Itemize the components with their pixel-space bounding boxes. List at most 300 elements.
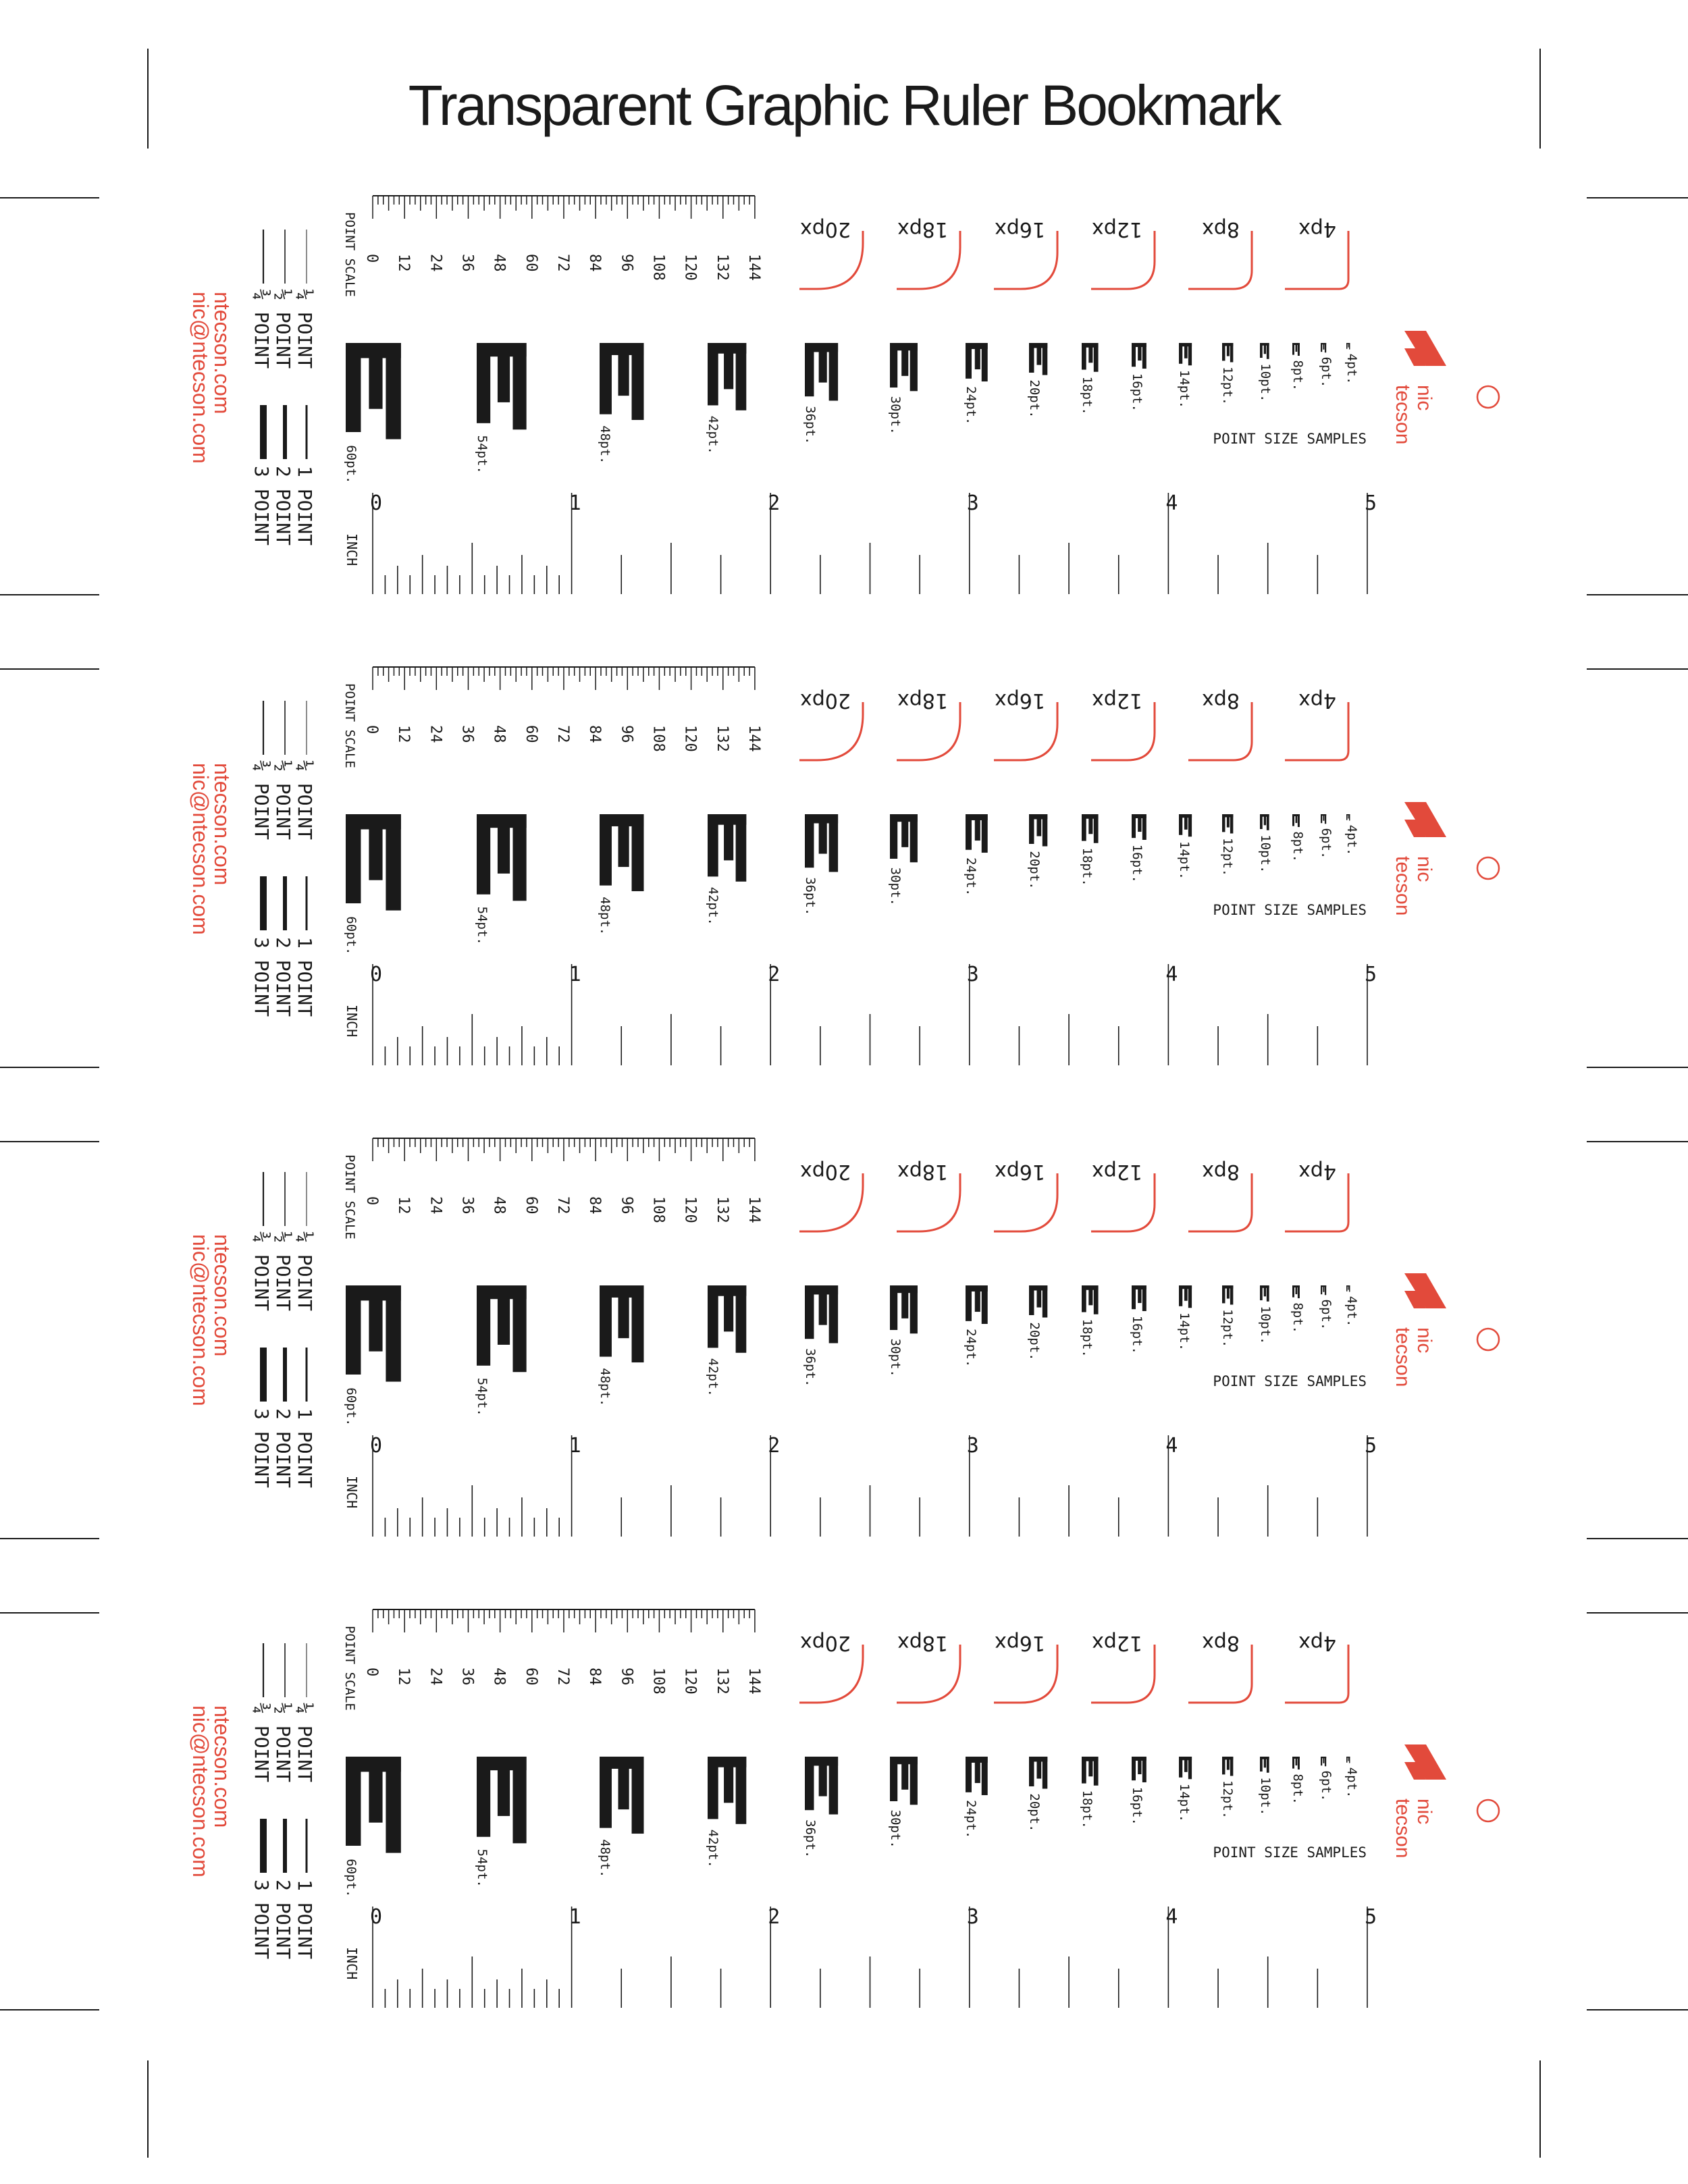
e-stroke (1260, 814, 1263, 829)
e-stroke (910, 1757, 918, 1805)
e-glyph-sample (966, 343, 988, 381)
e-stroke (1323, 1757, 1324, 1763)
e-stroke (1230, 1757, 1233, 1776)
point-scale-number: 120 (681, 1196, 699, 1223)
e-stroke (708, 814, 718, 876)
bookmark-artwork (0, 660, 1688, 1146)
e-stroke (1094, 343, 1099, 372)
e-stroke (1094, 1757, 1099, 1786)
e-glyph-sample (1179, 1285, 1192, 1308)
inch-number: 4 (1165, 1905, 1178, 1929)
point-size-label: 14pt. (1177, 841, 1192, 880)
point-size-label: 24pt. (964, 386, 978, 425)
inch-label: INCH (344, 1476, 360, 1509)
e-stroke (1188, 814, 1192, 836)
e-stroke (736, 1285, 747, 1353)
e-stroke (632, 343, 644, 420)
e-stroke (369, 343, 382, 409)
e-stroke (975, 1757, 980, 1783)
point-size-label: 16pt. (1130, 1315, 1144, 1354)
e-glyph-sample (966, 1285, 988, 1324)
e-glyph-sample (600, 343, 643, 420)
point-size-label: 10pt. (1258, 363, 1273, 402)
e-stroke (724, 1757, 733, 1803)
e-glyph-sample (1179, 814, 1192, 836)
point-scale-number: 12 (395, 725, 413, 743)
inch-number: 5 (1365, 1434, 1377, 1458)
e-stroke (1227, 1285, 1230, 1299)
e-stroke (498, 814, 510, 874)
point-scale-number: 60 (522, 1196, 539, 1215)
inch-number: 0 (370, 491, 383, 515)
e-stroke (1036, 814, 1041, 836)
e-glyph-sample (890, 343, 918, 391)
e-stroke (819, 1285, 827, 1325)
e-stroke (1082, 1285, 1086, 1312)
e-stroke (805, 1285, 814, 1339)
e-stroke (966, 814, 972, 850)
point-scale-number: 0 (363, 1196, 380, 1206)
point-size-label: 20pt. (1027, 1322, 1042, 1361)
e-stroke (1346, 343, 1347, 349)
point-size-label: 4pt. (1344, 824, 1359, 856)
point-scale-number: 84 (586, 254, 604, 272)
point-scale-number: 96 (618, 1196, 635, 1215)
point-scale-number: 12 (395, 254, 413, 272)
e-stroke (966, 343, 972, 379)
point-scale-number: 108 (650, 254, 667, 281)
e-stroke (982, 343, 988, 381)
e-stroke (1179, 1757, 1182, 1778)
point-scale-number: 72 (554, 1668, 571, 1686)
e-stroke (1036, 1285, 1041, 1308)
e-stroke (1138, 343, 1141, 361)
inch-number: 2 (768, 1905, 781, 1929)
e-stroke (708, 343, 718, 405)
point-scale-label: POINT SCALE (342, 1154, 357, 1240)
line-weight-label: 2 POINT (272, 1408, 294, 1489)
e-stroke (1296, 814, 1298, 823)
e-stroke (512, 814, 526, 901)
e-glyph-sample (1260, 1757, 1269, 1773)
point-size-label: 60pt. (344, 1387, 359, 1427)
e-glyph-sample (708, 1285, 746, 1353)
point-size-label: 48pt. (598, 1368, 612, 1407)
e-stroke (1264, 1757, 1266, 1767)
email-text: nic@ntecson.com (188, 763, 213, 935)
e-glyph-sample (1321, 343, 1326, 352)
e-stroke (736, 343, 747, 410)
e-stroke (1094, 1285, 1099, 1314)
e-stroke (1036, 1757, 1041, 1779)
e-stroke (1132, 1285, 1136, 1309)
px-sample-label: 12px (1092, 689, 1142, 712)
px-sample-label: 18px (897, 1160, 948, 1183)
point-scale-number: 36 (458, 1668, 476, 1686)
brand-name-nic: nic (1413, 385, 1435, 411)
e-stroke (1321, 1285, 1322, 1294)
e-stroke (1264, 1285, 1266, 1296)
point-scale-number: 24 (427, 254, 444, 272)
e-glyph-sample (1029, 343, 1047, 375)
e-stroke (600, 1285, 612, 1357)
e-stroke (1222, 814, 1225, 832)
e-stroke (805, 1757, 814, 1810)
e-glyph-sample (805, 1285, 838, 1343)
e-glyph-sample (890, 1757, 918, 1805)
inch-number: 2 (768, 963, 781, 986)
e-stroke (901, 343, 908, 376)
px-sample-label: 20px (800, 1631, 851, 1655)
e-stroke (1292, 814, 1294, 826)
point-size-label: 54pt. (475, 906, 490, 945)
e-stroke (829, 1757, 838, 1815)
point-size-label: 20pt. (1027, 1793, 1042, 1832)
e-stroke (736, 1757, 747, 1824)
point-size-label: 10pt. (1258, 1777, 1273, 1816)
e-glyph-sample (1179, 1757, 1192, 1779)
point-size-label: 30pt. (888, 396, 903, 435)
point-size-label: 36pt. (803, 406, 818, 445)
e-stroke (1267, 343, 1269, 359)
e-stroke (1222, 1285, 1225, 1303)
e-stroke (736, 814, 747, 882)
e-stroke (1349, 1757, 1350, 1763)
e-stroke (982, 814, 988, 853)
inch-number: 5 (1365, 963, 1377, 986)
inch-number: 2 (768, 1434, 781, 1458)
px-sample-label: 4px (1298, 1631, 1336, 1655)
inch-number: 1 (569, 1434, 581, 1458)
e-stroke (1260, 343, 1263, 358)
e-glyph-sample (346, 343, 401, 440)
point-scale-number: 60 (522, 254, 539, 272)
crop-mark (1539, 49, 1541, 149)
px-sample-label: 8px (1202, 217, 1240, 241)
e-glyph-sample (600, 814, 643, 891)
e-stroke (910, 1285, 918, 1333)
point-size-label: 42pt. (706, 1829, 720, 1868)
e-glyph-sample (477, 814, 527, 901)
inch-number: 4 (1165, 963, 1178, 986)
e-glyph-sample (708, 1757, 746, 1824)
e-stroke (1267, 814, 1269, 830)
e-stroke (829, 1285, 838, 1343)
point-size-label: 10pt. (1258, 834, 1273, 874)
point-size-label: 30pt. (888, 1338, 903, 1377)
point-size-label: 36pt. (803, 877, 818, 916)
point-size-label: 8pt. (1290, 1774, 1305, 1805)
e-stroke (890, 1285, 897, 1330)
website-text: ntecson.com (210, 1705, 234, 1828)
e-stroke (819, 343, 827, 383)
point-scale-number: 96 (618, 254, 635, 272)
point-scale-number: 108 (650, 1196, 667, 1223)
e-stroke (1349, 343, 1350, 350)
e-stroke (1132, 1757, 1136, 1780)
point-scale-number: 144 (745, 725, 762, 752)
point-scale-number: 72 (554, 1196, 571, 1215)
e-stroke (1088, 814, 1092, 834)
red-stripe-logo (1404, 802, 1446, 837)
point-scale-number: 60 (522, 1668, 539, 1686)
line-weight-label: ¾ POINT (250, 1703, 273, 1783)
e-stroke (1227, 343, 1230, 356)
bookmark-strip (0, 1131, 1688, 1618)
point-size-label: 18pt. (1080, 1790, 1094, 1829)
line-weight-label: ½ POINT (272, 760, 294, 841)
point-size-label: 4pt. (1344, 1296, 1359, 1327)
e-glyph-sample (1260, 814, 1269, 830)
e-glyph-sample (1260, 1285, 1269, 1302)
px-sample-label: 12px (1092, 1160, 1142, 1183)
point-size-samples-label: POINT SIZE SAMPLES (1213, 431, 1367, 447)
e-stroke (1082, 343, 1086, 370)
point-size-label: 60pt. (344, 445, 359, 484)
inch-number: 1 (569, 1905, 581, 1929)
e-glyph-sample (1029, 814, 1047, 847)
bookmark-artwork (0, 1131, 1688, 1618)
e-stroke (1082, 814, 1086, 841)
e-stroke (1188, 1285, 1192, 1308)
point-scale-number: 144 (745, 1668, 762, 1695)
crop-mark (147, 49, 149, 149)
point-scale-number: 36 (458, 1196, 476, 1215)
e-stroke (805, 814, 814, 868)
point-size-label: 18pt. (1080, 1319, 1094, 1358)
e-glyph-sample (1132, 1757, 1146, 1782)
e-stroke (1082, 1757, 1086, 1784)
px-sample-label: 16px (995, 217, 1045, 241)
e-glyph-sample (600, 1285, 643, 1362)
inch-number: 1 (569, 491, 581, 515)
brand-name-tecson: tecson (1392, 856, 1414, 916)
e-stroke (1264, 814, 1266, 825)
e-glyph-sample (1346, 343, 1350, 350)
point-scale-number: 84 (586, 1196, 604, 1215)
point-size-label: 14pt. (1177, 1783, 1192, 1823)
e-glyph-sample (346, 1757, 401, 1853)
bookmark-artwork (0, 1603, 1688, 2089)
inch-number: 5 (1365, 1905, 1377, 1929)
e-stroke (1298, 343, 1300, 356)
e-stroke (1292, 1285, 1294, 1298)
point-scale-label: POINT SCALE (342, 1626, 357, 1711)
px-sample-label: 8px (1202, 1631, 1240, 1655)
point-size-label: 18pt. (1080, 847, 1094, 886)
e-stroke (1264, 343, 1266, 354)
point-size-samples-label: POINT SIZE SAMPLES (1213, 1844, 1367, 1861)
e-stroke (600, 814, 612, 886)
e-glyph-sample (1321, 1285, 1326, 1295)
px-sample-label: 18px (897, 217, 948, 241)
line-weight-label: 2 POINT (272, 1880, 294, 1960)
point-size-label: 10pt. (1258, 1306, 1273, 1345)
line-weight-label: 3 POINT (250, 466, 273, 546)
e-glyph-sample (1292, 1285, 1300, 1298)
px-sample-label: 12px (1092, 217, 1142, 241)
point-size-label: 8pt. (1290, 360, 1305, 392)
point-scale-number: 72 (554, 725, 571, 743)
line-weight-label: ¾ POINT (250, 760, 273, 841)
e-stroke (1298, 814, 1300, 827)
point-size-samples-label: POINT SIZE SAMPLES (1213, 1373, 1367, 1389)
e-stroke (724, 1285, 733, 1331)
e-glyph-sample (890, 814, 918, 862)
e-stroke (975, 343, 980, 369)
red-stripe-logo (1404, 331, 1446, 366)
e-stroke (1325, 1757, 1326, 1766)
e-stroke (1296, 1285, 1298, 1294)
e-stroke (1036, 343, 1041, 365)
brand-name-tecson: tecson (1392, 385, 1414, 445)
e-glyph-sample (1029, 1285, 1047, 1318)
e-stroke (386, 814, 400, 911)
e-stroke (1346, 1285, 1347, 1291)
px-sample-label: 20px (800, 1160, 851, 1183)
px-sample-label: 16px (995, 1631, 1045, 1655)
e-glyph-sample (966, 1757, 988, 1795)
point-scale-number: 12 (395, 1668, 413, 1686)
inch-number: 4 (1165, 1434, 1178, 1458)
point-size-label: 24pt. (964, 857, 978, 897)
point-scale-number: 48 (490, 254, 508, 272)
point-scale-number: 132 (713, 1668, 731, 1695)
e-stroke (512, 1285, 526, 1372)
e-stroke (1138, 1285, 1141, 1303)
e-stroke (1325, 343, 1326, 352)
email-text: nic@ntecson.com (188, 1234, 213, 1406)
e-stroke (724, 343, 733, 389)
point-size-label: 20pt. (1027, 379, 1042, 419)
inch-number: 4 (1165, 491, 1178, 515)
e-stroke (724, 814, 733, 860)
point-size-label: 14pt. (1177, 369, 1192, 409)
point-size-label: 24pt. (964, 1329, 978, 1368)
point-size-samples-label: POINT SIZE SAMPLES (1213, 902, 1367, 918)
e-glyph-sample (1346, 1285, 1350, 1292)
inch-label: INCH (344, 533, 360, 566)
e-stroke (346, 343, 361, 432)
point-scale-number: 72 (554, 254, 571, 272)
punch-hole-circle (1477, 1329, 1499, 1350)
red-stripe-logo (1404, 1744, 1446, 1780)
e-stroke (1142, 814, 1146, 840)
e-stroke (1142, 343, 1146, 369)
e-stroke (966, 1757, 972, 1792)
point-size-label: 20pt. (1027, 851, 1042, 890)
e-stroke (1179, 343, 1182, 364)
px-sample-label: 4px (1298, 1160, 1336, 1183)
e-stroke (975, 814, 980, 841)
e-stroke (1029, 343, 1034, 373)
point-size-label: 48pt. (598, 1839, 612, 1878)
point-size-label: 42pt. (706, 1358, 720, 1397)
e-stroke (1138, 814, 1141, 832)
e-stroke (1142, 1285, 1146, 1311)
e-stroke (901, 1285, 908, 1319)
e-glyph-sample (805, 1757, 838, 1815)
e-stroke (1184, 1285, 1188, 1301)
inch-number: 2 (768, 491, 781, 515)
e-glyph-sample (805, 814, 838, 872)
e-glyph-sample (890, 1285, 918, 1333)
point-size-label: 6pt. (1319, 1299, 1334, 1331)
e-stroke (1296, 343, 1298, 352)
e-stroke (600, 343, 612, 415)
point-scale-number: 120 (681, 254, 699, 281)
e-stroke (910, 343, 918, 391)
e-stroke (1043, 1757, 1047, 1789)
point-scale-number: 144 (745, 1196, 762, 1223)
line-weight-label: 2 POINT (272, 466, 294, 546)
e-glyph-sample (1082, 1757, 1099, 1786)
line-weight-label: 1 POINT (294, 1408, 316, 1489)
e-glyph-sample (1222, 1757, 1233, 1776)
point-size-label: 6pt. (1319, 1770, 1334, 1802)
line-weight-label: ¾ POINT (250, 289, 273, 369)
website-text: ntecson.com (210, 1234, 234, 1357)
point-scale-number: 132 (713, 725, 731, 752)
px-sample-label: 4px (1298, 689, 1336, 712)
inch-number: 3 (966, 491, 979, 515)
e-stroke (982, 1757, 988, 1795)
px-sample-label: 20px (800, 689, 851, 712)
e-glyph-sample (1292, 814, 1300, 827)
point-size-label: 48pt. (598, 897, 612, 936)
e-stroke (1227, 814, 1230, 828)
red-stripe-logo (1404, 1273, 1446, 1308)
line-weight-label: ½ POINT (272, 1703, 294, 1783)
e-stroke (1222, 343, 1225, 361)
point-size-label: 60pt. (344, 916, 359, 955)
e-stroke (708, 1285, 718, 1348)
e-stroke (1292, 1757, 1294, 1769)
e-stroke (1349, 814, 1350, 821)
point-scale-number: 144 (745, 254, 762, 281)
e-stroke (632, 1757, 644, 1834)
point-size-label: 6pt. (1319, 828, 1334, 859)
px-sample-label: 16px (995, 1160, 1045, 1183)
e-stroke (1346, 1757, 1347, 1763)
point-scale-number: 12 (395, 1196, 413, 1215)
e-stroke (1230, 1285, 1233, 1305)
line-weight-label: ½ POINT (272, 1231, 294, 1312)
e-stroke (1325, 814, 1326, 824)
e-stroke (1260, 1757, 1263, 1772)
inch-number: 3 (966, 1434, 979, 1458)
e-glyph-sample (1321, 1757, 1326, 1766)
e-glyph-sample (708, 814, 746, 882)
point-size-label: 30pt. (888, 1809, 903, 1848)
e-stroke (829, 343, 838, 401)
line-weight-label: ¾ POINT (250, 1231, 273, 1312)
point-size-label: 14pt. (1177, 1312, 1192, 1352)
e-stroke (1138, 1757, 1141, 1774)
email-text: nic@ntecson.com (188, 1705, 213, 1877)
e-glyph-sample (1132, 343, 1146, 369)
brand-name-nic: nic (1413, 1327, 1435, 1354)
point-scale-number: 24 (427, 1668, 444, 1686)
e-glyph-sample (708, 343, 746, 410)
bookmark-artwork (0, 189, 1688, 675)
line-weight-label: 1 POINT (294, 1880, 316, 1960)
e-stroke (1043, 814, 1047, 847)
point-size-label: 12pt. (1220, 1309, 1235, 1348)
e-glyph-sample (1179, 343, 1192, 365)
e-stroke (600, 1757, 612, 1828)
e-stroke (901, 1757, 908, 1790)
